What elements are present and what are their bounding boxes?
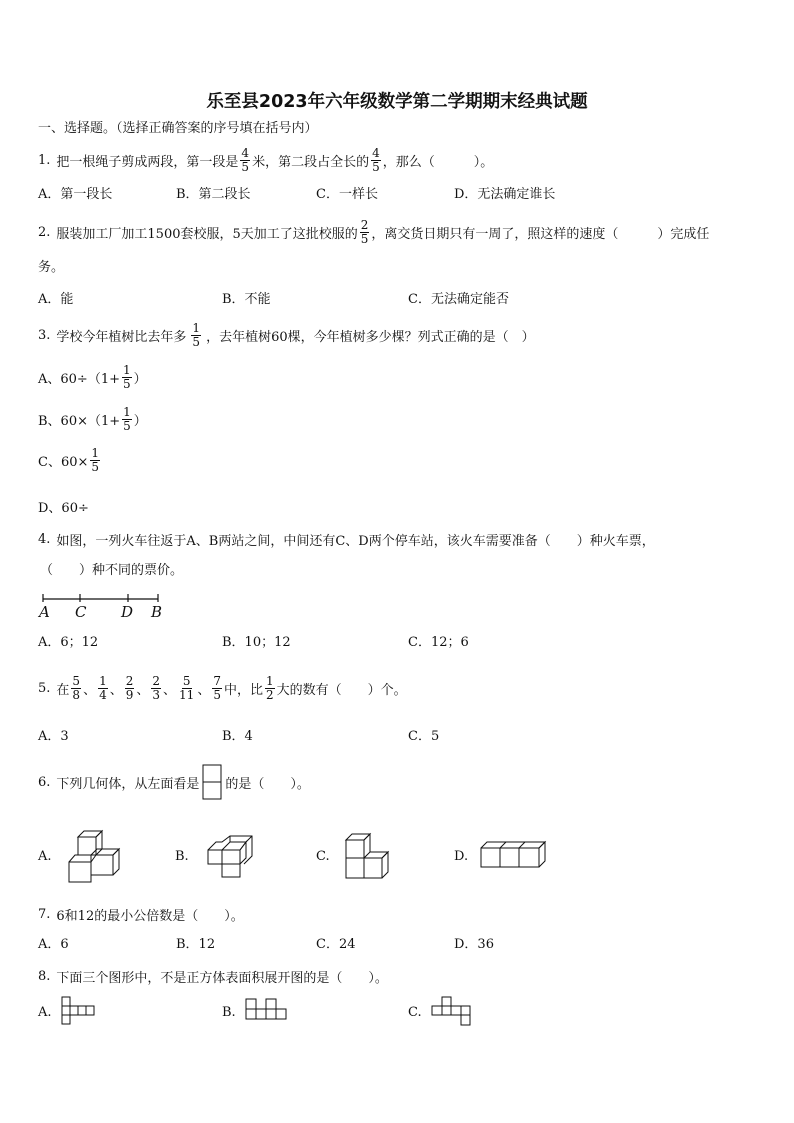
fraction: $\frac{5}{8}$ [72,673,81,702]
option-c[interactable]: C．12；6 [408,635,469,650]
question-5 [38,668,407,708]
question-1 [38,143,493,177]
option-d-label[interactable]: D. [454,849,469,864]
section-heading: 一、选择题。（选择正确答案的序号填在括号内） [38,121,318,136]
question-text: 服装加工厂加工1500套校服，5天加工了这批校服的 [56,226,358,242]
separator: 、 [109,682,123,698]
separator: 、 [136,682,150,698]
question-text: 下面三个图形中，不是正方体表面积展开图的是（ ）。 [56,970,388,986]
station-label-d: D [121,603,134,621]
fraction: $\frac{1}{5}$ [123,404,131,433]
question-text: 如图，一列火车往返于A、B两站之间，中间还有C、D两个停车站，该火车需要准备（ ）种火车票， [56,533,655,549]
option-c[interactable]: C．24 [316,937,356,952]
option-text: ） [133,413,147,429]
question-6 [38,764,310,800]
separator: 、 [163,682,177,698]
separator: 、 [83,682,97,698]
question-text: ，离交货日期只有一周了，照这样的速度（ ）完成任 [371,226,710,242]
question-number: 8. [38,968,51,984]
fraction: $\frac{5}{11}$ [179,673,195,702]
option-text: B、60×（1+ [38,413,121,429]
option-text: A、60÷（1+ [38,371,120,387]
question-3 [38,318,535,352]
option-d[interactable]: D．36 [454,937,494,952]
option-a[interactable]: A．能 [38,292,74,307]
question-text: ，那么（ ）。 [382,154,494,170]
option-b-label[interactable]: B. [175,849,189,864]
question-text: 在 [56,682,70,698]
station-label-a: A [39,603,50,621]
question-number: 1. [38,152,51,168]
question-7 [38,905,244,923]
fraction: $\frac{4}{5}$ [241,145,250,174]
cube-net-b-icon[interactable] [244,998,288,1024]
question-text-cont: （ ）种不同的票价。 [40,563,184,578]
option-a[interactable]: A．6 [38,937,69,952]
option-d[interactable]: D、60÷ [38,501,89,516]
question-number: 6. [38,774,51,790]
fraction: $\frac{1}{2}$ [266,673,274,702]
question-text: ，去年植树60棵，今年植树多少棵？列式正确的是（ ） [206,329,535,345]
cube-solid-c-icon[interactable] [344,832,390,880]
left-view-icon [202,764,222,800]
fraction: $\frac{2}{3}$ [152,673,161,702]
cube-solid-b-icon[interactable] [206,836,256,878]
cube-solid-d-icon[interactable] [480,840,546,870]
option-a[interactable] [38,360,147,394]
option-a[interactable]: A．3 [38,729,69,744]
question-text: 中，比 [223,682,263,698]
option-a-label[interactable]: A. [38,1005,52,1020]
option-a[interactable]: A．第一段长 [38,187,113,202]
option-b[interactable]: B．第二段长 [176,187,251,202]
question-text: 的是（ ）。 [225,776,310,792]
question-text: 下列几何体，从左面看是 [56,776,200,792]
option-b-label[interactable]: B. [222,1005,236,1020]
station-label-b: B [151,603,163,621]
option-d[interactable]: D．无法确定谁长 [454,187,556,202]
fraction: $\frac{1}{4}$ [99,673,107,702]
fraction: $\frac{4}{5}$ [372,145,380,174]
option-b[interactable]: B．12 [176,937,216,952]
option-text: C、60× [38,454,89,470]
option-text: ） [133,371,147,387]
fraction: $\frac{1}{5}$ [192,320,201,349]
question-2 [38,215,709,249]
fraction: $\frac{7}{5}$ [213,673,221,702]
fraction: $\frac{2}{9}$ [125,673,134,702]
question-number: 2. [38,224,51,240]
fraction: $\frac{1}{5}$ [91,445,100,474]
option-b[interactable] [38,402,147,436]
question-text: 学校今年植树比去年多 [56,329,187,345]
question-number: 3. [38,327,51,343]
station-line-diagram [36,594,166,622]
cube-solid-a-icon[interactable] [66,829,122,883]
option-a-label[interactable]: A. [38,849,52,864]
option-b[interactable]: B．4 [222,729,253,744]
question-text: 米，第二段占全长的 [252,154,370,170]
question-text: 6和12的最小公倍数是（ ）。 [56,908,244,924]
station-label-c: C [75,603,87,621]
question-number: 4. [38,531,51,547]
question-text: 大的数有（ ）个。 [276,682,407,698]
question-number: 5. [38,680,51,696]
option-b[interactable]: B．不能 [222,292,271,307]
option-c[interactable]: C．无法确定能否 [408,292,509,307]
page-title: 乐至县2023年六年级数学第二学期期末经典试题 [206,92,588,112]
option-c[interactable] [38,443,102,477]
option-b[interactable]: B．10；12 [222,635,291,650]
option-c-label[interactable]: C. [408,1005,422,1020]
separator: 、 [197,682,211,698]
question-number: 7. [38,906,51,922]
question-4 [38,530,655,548]
fraction: $\frac{2}{5}$ [360,217,369,246]
question-text: 把一根绳子剪成两段，第一段是 [56,154,239,170]
option-a[interactable]: A．6；12 [38,635,99,650]
cube-net-c-icon[interactable] [430,996,474,1028]
option-c[interactable]: C．一样长 [316,187,378,202]
question-text-cont: 务。 [38,260,65,275]
option-c-label[interactable]: C. [316,849,330,864]
option-c[interactable]: C．5 [408,729,440,744]
cube-net-a-icon[interactable] [60,996,102,1026]
fraction: $\frac{1}{5}$ [123,362,131,391]
question-8 [38,967,388,985]
